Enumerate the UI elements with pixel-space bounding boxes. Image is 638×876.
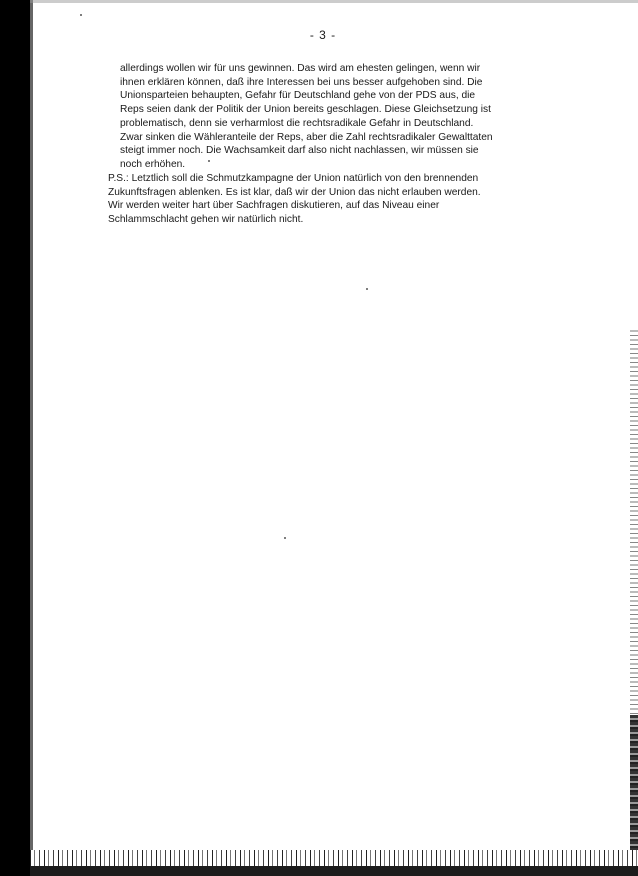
scan-speck <box>208 160 210 162</box>
postscript-line: Schlammschlacht gehen wir natürlich nicht. <box>108 214 304 226</box>
paragraph-line: ihnen erklären können, daß ihre Interessen bei uns besser aufgehoben sind. Die <box>120 76 483 88</box>
paragraph-line: allerdings wollen wir für uns gewinnen. Das wird am ehesten gelingen, wenn wir <box>120 63 481 74</box>
postscript-line: Wir werden weiter hart über Sachfragen diskutieren, auf das Niveau einer <box>108 200 440 212</box>
page-number: - 3 - <box>309 28 337 42</box>
scan-speck <box>80 14 82 16</box>
scan-border-bottom-fill <box>30 866 638 876</box>
postscript-paragraph <box>108 172 548 227</box>
scan-speck <box>284 537 286 539</box>
paragraph-line: Reps seien dank der Politik der Union bereits geschlagen. Diese Gleichsetzung ist <box>120 104 491 116</box>
scan-border-right-dark <box>630 715 638 855</box>
scan-border-left-shadow <box>30 0 33 876</box>
postscript-line: Zukunftsfragen ablenken. Es ist klar, daß wir der Union das nicht erlauben werden. <box>108 186 481 198</box>
scan-border-top <box>30 0 638 3</box>
postscript-line: P.S.: Letztlich soll die Schmutzkampagne der Union natürlich von den brennenden <box>108 173 479 184</box>
paragraph-line: problematisch, denn sie verharmlost die rechtsradikale Gefahr in Deutschland. <box>120 117 474 129</box>
paragraph-line: steigt immer noch. Die Wachsamkeit darf also nicht nachlassen, wir müssen sie <box>120 145 479 157</box>
scan-speck <box>366 288 368 290</box>
body-paragraph <box>120 62 540 172</box>
paragraph-line: noch erhöhen. <box>120 158 186 170</box>
paragraph-line: Unionsparteien behaupten, Gefahr für Deutschland gehe von der PDS aus, die <box>120 90 476 102</box>
paragraph-line: Zwar sinken die Wähleranteile der Reps, aber die Zahl rechtsradikaler Gewalttaten <box>120 131 493 143</box>
scan-border-left <box>0 0 30 876</box>
